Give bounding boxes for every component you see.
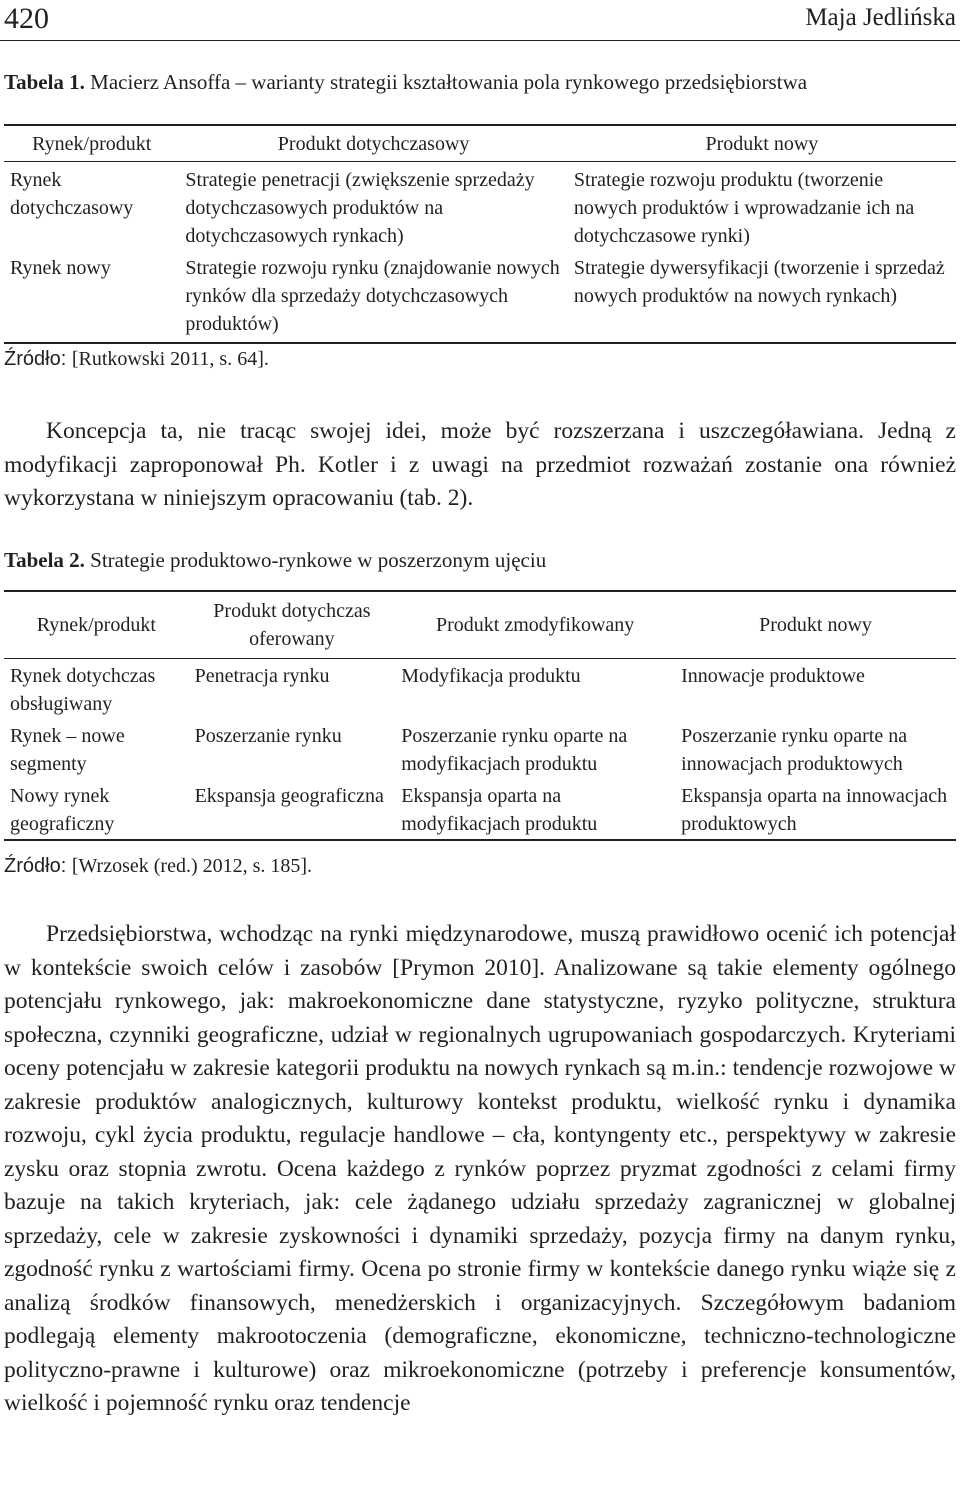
- table2-row: [4, 779, 956, 840]
- body-paragraph-2: Przedsiębiorstwa, wchodząc na rynki międzynarodowe, muszą prawidłowo ocenić ich potencjał w kontekście swoich celów i zasobów [Prymon 2010]. Analizowane są takie elementy ogólnego potencjału rynkowego, jak: makroekonomiczne dane statystyczne, ryzyko polityczne, struktura społeczna, czynniki geograficzne, udział w regionalnych ugrupowaniach gospodarczych. Kryteriami oceny potencjału w zakresie kategorii produktu na nowych rynkach są m.in.: tendencje rozwojowe w zakresie produktów analogicznych, kulturowy kontekst produktu, wielkość rynku i dynamika rozwoju, cykl życia produktu, regulacje handlowe – cła, kontyngenty etc., perspektywy w zakresie zysku oraz stopnia zwrotu. Ocena każdego z rynków poprzez pryzmat zgodności z celami firmy bazuje na takich kryteriach, jak: cele żądanego udziału sprzedaży zagranicznej w globalnej sprzedaży, cele w zakresie zyskowności i dynamiki sprzedaży, pozycja firmy na danym rynku, zgodność rynku z wartościami firmy. Ocena po stronie firmy w kontekście danego rynku wiąże się z analizą środków finansowych, menedżerskich i organizacyjnych. Szczegółowym badaniom podlegają elementy makrootoczenia (demograficzne, ekonomiczne, techniczno-technologiczne polityczno-prawne i kulturowe) oraz mikroekonomiczne (potrzeby i preferencje konsumentów, wielkość i pojemność rynku oraz tendencje: [4, 921, 956, 1416]
- table2-row: [4, 719, 956, 779]
- table2-header-cell: Produkt nowy: [675, 591, 956, 659]
- table2-header-cell: Rynek/produkt: [4, 591, 189, 659]
- table1-header-cell: Produkt dotychczasowy: [179, 125, 567, 162]
- table2-cell: Ekspansja oparta na modyfikacjach produktu: [401, 785, 598, 835]
- table1-label: Tabela 1.: [4, 70, 85, 94]
- table1-caption: [4, 70, 807, 95]
- table1-source: [4, 348, 269, 371]
- table1-source-label: Źródło:: [4, 348, 67, 370]
- page-header: [4, 0, 956, 40]
- table2-product-market-strategies: [4, 590, 956, 841]
- table1-header-cell: Produkt nowy: [568, 125, 956, 162]
- table2-cell: Ekspansja geograficzna: [194, 785, 384, 807]
- table2-cell: Penetracja rynku: [194, 665, 330, 687]
- table1-cell: Strategie rozwoju produktu (tworzenie nowych produktów i wprowadzanie ich na dotychczasowe rynki): [573, 169, 915, 247]
- table2-label: Tabela 2.: [4, 548, 85, 572]
- table2-header-cell: Produkt dotychczas oferowany: [189, 591, 396, 659]
- table2-title: Strategie produktowo-rynkowe w poszerzonym ujęciu: [90, 548, 547, 572]
- page-number: 420: [4, 2, 49, 35]
- table2-source: [4, 855, 312, 878]
- table2-source-label: Źródło:: [4, 855, 67, 877]
- table1-row: [4, 162, 956, 253]
- table2-header-cell: Produkt zmodyfikowany: [395, 591, 675, 659]
- table2-cell: Poszerzanie rynku: [194, 725, 342, 747]
- table1-header-row: [4, 125, 956, 162]
- table2-source-text: [Wrzosek (red.) 2012, s. 185].: [71, 855, 313, 877]
- table1-header-cell: Rynek/produkt: [4, 125, 179, 162]
- table1-cell: Strategie penetracji (zwiększenie sprzedaży dotychczasowych produktów na dotychczasowych rynkach): [185, 169, 535, 247]
- table2-row: [4, 659, 956, 720]
- table2-row-label: Rynek dotychczas obsługiwany: [10, 665, 156, 715]
- table2-cell: Modyfikacja produktu: [401, 665, 581, 687]
- table1-cell: Strategie rozwoju rynku (znajdowanie nowych rynków dla sprzedaży dotychczasowych produktów): [185, 257, 560, 335]
- table1-row-label: Rynek dotychczasowy: [10, 169, 134, 219]
- table2-cell: Innowacje produktowe: [681, 665, 865, 687]
- table2-cell: Ekspansja oparta na innowacjach produktowych: [681, 785, 948, 835]
- table2-caption: [4, 548, 546, 573]
- table1-cell: Strategie dywersyfikacji (tworzenie i sprzedaż nowych produktów na nowych rynkach): [573, 257, 945, 307]
- table2-header-row: [4, 591, 956, 659]
- header-rule: [0, 40, 960, 41]
- running-head-author: Maja Jedlińska: [805, 4, 956, 31]
- table1-row: [4, 252, 956, 343]
- body-paragraph-1: Koncepcja ta, nie tracąc swojej idei, może być rozszerzana i uszczegóławiana. Jedną z modyfikacji zaproponował Ph. Kotler i z uwagi na przedmiot rozważań zostanie ona również wykorzystana w niniejszym opracowaniu (tab. 2).: [4, 418, 956, 511]
- table1-row-label: Rynek nowy: [10, 257, 111, 279]
- table2-cell: Poszerzanie rynku oparte na modyfikacjach produktu: [401, 725, 628, 775]
- table2-row-label: Nowy rynek geograficzny: [10, 785, 115, 835]
- table2-row-label: Rynek – nowe segmenty: [10, 725, 125, 775]
- table2-cell: Poszerzanie rynku oparte na innowacjach produktowych: [681, 725, 908, 775]
- table1-ansoff-matrix: [4, 124, 956, 344]
- table1-title: Macierz Ansoffa – warianty strategii kształtowania pola rynkowego przedsiębiorstwa: [90, 70, 808, 94]
- table1-source-text: [Rutkowski 2011, s. 64].: [71, 348, 269, 370]
